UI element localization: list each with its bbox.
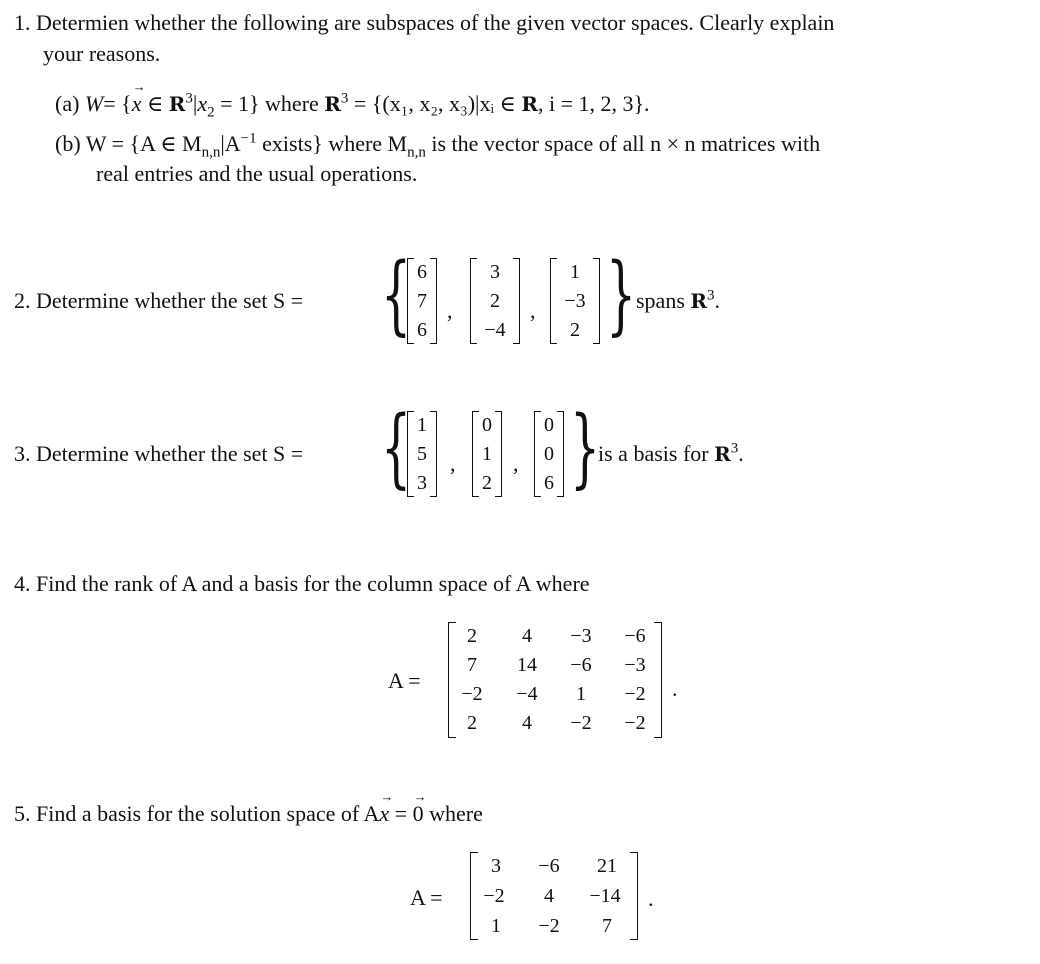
matrix-a-problem-4 (448, 622, 662, 738)
vector-entry: 6 (417, 261, 427, 283)
matrix-cell: 2 (467, 712, 477, 734)
problem-1-line-2: your reasons. (43, 41, 161, 66)
problem-1-line-1 (14, 12, 834, 34)
problem-3-prefix: 3. Determine whether the set S = (14, 441, 304, 466)
vector-entry: 0 (544, 414, 554, 436)
matrix-cell: −2 (624, 712, 646, 734)
vector-s2 (470, 258, 520, 344)
matrix-cell: 3 (491, 855, 501, 877)
right-brace: } (570, 398, 601, 498)
vector-s3 (534, 411, 564, 497)
problem-2-suffix: spans $R^3$. (636, 287, 721, 313)
matrix-cell: 4 (522, 625, 532, 647)
vector-entry: 0 (482, 414, 492, 436)
vector-s2 (472, 411, 502, 497)
matrix-a-label: A = (388, 668, 421, 693)
matrix-cell: −14 (589, 885, 621, 907)
matrix-a-problem-5 (470, 852, 638, 940)
matrix-cell: −3 (624, 654, 646, 676)
part-a-label: (a) (55, 91, 80, 116)
problem-1-statement: Determien whether the following are subspaces of the given vector spaces. Clearly explain (36, 10, 835, 35)
matrix-cell: 7 (467, 654, 477, 676)
vector-entry: 2 (570, 319, 580, 341)
vector-s3 (550, 258, 600, 344)
matrix-cell: −6 (624, 625, 646, 647)
matrix-cell: −2 (624, 683, 646, 705)
vector-entry: −3 (564, 290, 586, 312)
problem-1b-line-2: real entries and the usual operations. (96, 161, 418, 186)
problem-4-statement: 4. Find the rank of A and a basis for the column space of A where (14, 571, 590, 596)
matrix-cell: 7 (602, 915, 612, 937)
vector-x: x → (379, 803, 389, 825)
matrix-cell: −3 (570, 625, 592, 647)
problem-2-prefix: 2. Determine whether the set S = (14, 288, 304, 313)
matrix-cell: 1 (576, 683, 586, 705)
matrix-cell: 1 (491, 915, 501, 937)
vector-entry: 1 (570, 261, 580, 283)
vector-entry: 6 (544, 472, 554, 494)
left-brace: { (381, 398, 412, 498)
matrix-cell: −6 (538, 855, 560, 877)
vector-entry: 1 (417, 414, 427, 436)
vector-entry: 3 (490, 261, 500, 283)
vector-s1 (407, 258, 437, 344)
vector-entry: 3 (417, 472, 427, 494)
vector-entry: −4 (484, 319, 506, 341)
vector-x: x → (132, 93, 142, 115)
vector-entry: 2 (490, 290, 500, 312)
matrix-cell: −2 (483, 885, 505, 907)
matrix-cell: −2 (538, 915, 560, 937)
vector-entry: 1 (482, 443, 492, 465)
matrix-a-label: A = (410, 885, 443, 910)
vector-entry: 7 (417, 290, 427, 312)
matrix-cell: 14 (517, 654, 537, 676)
vector-entry: 5 (417, 443, 427, 465)
matrix-cell: −4 (516, 683, 538, 705)
matrix-cell: 4 (544, 885, 554, 907)
vector-s1 (407, 411, 437, 497)
matrix-cell: −2 (570, 712, 592, 734)
problem-5-statement: 5. Find a basis for the solution space of Ax → = 0 → where (14, 803, 483, 825)
problem-3-suffix: is a basis for $R^3$. (598, 440, 744, 466)
vector-entry: 6 (417, 319, 427, 341)
part-b-label: (b) (55, 131, 81, 156)
real-numbers-symbol: R (168, 92, 186, 116)
matrix-cell: 21 (597, 855, 617, 877)
matrix-cell: −2 (461, 683, 483, 705)
right-brace: } (606, 245, 637, 345)
left-brace: { (381, 245, 412, 345)
problem-1a: (a) W= {x → ∈ $R^3|x_2 = 1$} where $R^3 = \{(x_1$, x₂, x₃)|xᵢ ∈ R, i = 1, 2, 3}. (55, 93, 650, 115)
matrix-cell: 4 (522, 712, 532, 734)
vector-entry: 2 (482, 472, 492, 494)
problem-1-number: 1. (14, 10, 31, 35)
w-symbol: W (84, 91, 104, 116)
vector-entry: 0 (544, 443, 554, 465)
matrix-cell: 2 (467, 625, 477, 647)
matrix-cell: −6 (570, 654, 592, 676)
zero-vector: 0 → (413, 803, 424, 825)
problem-1b: (b) W = {A ∈ $M_{n,n}|A^{-1}$ exists} where $M_{n,n}$ is the vector space of all n × n matrices with (55, 130, 821, 161)
